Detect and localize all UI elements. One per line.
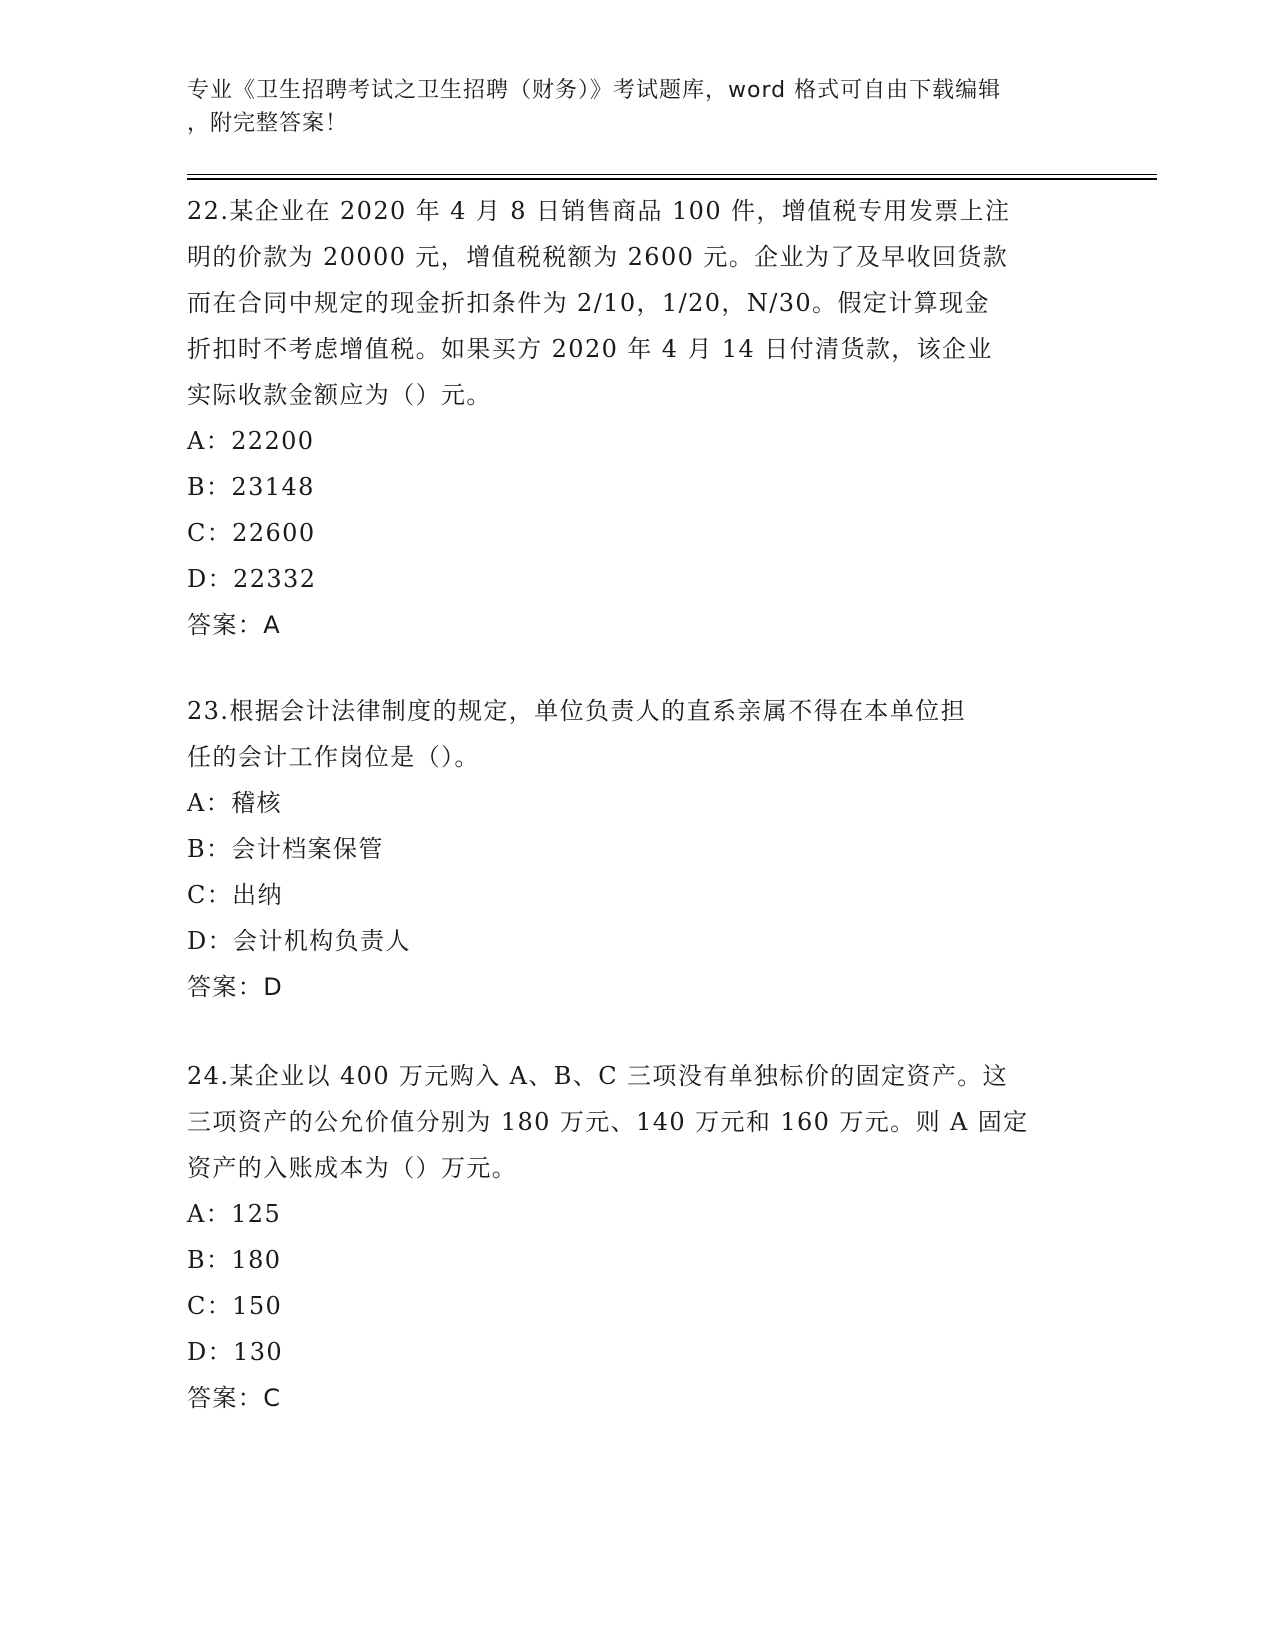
- header-divider-thick: [187, 178, 1157, 180]
- option-c: C：150: [187, 1292, 283, 1320]
- option-b: B：23148: [187, 473, 315, 501]
- question-22: [187, 188, 1087, 648]
- option-a: A：22200: [187, 427, 315, 455]
- option-a: A：稽核: [187, 789, 282, 817]
- question-24: [187, 1053, 1087, 1421]
- option-c: C：22600: [187, 519, 316, 547]
- answer-label: 答案：D: [187, 973, 284, 1001]
- document-header: [187, 74, 1067, 140]
- answer-label: 答案：A: [187, 611, 282, 639]
- header-divider-thin: [187, 174, 1157, 175]
- option-d: D：130: [187, 1338, 284, 1366]
- question-23: [187, 688, 1087, 1010]
- option-a: A：125: [187, 1200, 282, 1228]
- option-c: C：出纳: [187, 881, 283, 909]
- header-line: 专业《卫生招聘考试之卫生招聘（财务）》考试题库，word 格式可自由下载编辑: [187, 78, 1002, 103]
- question-text: 三项资产的公允价值分别为 180 万元、140 万元和 160 万元。则 A 固定: [187, 1108, 1029, 1136]
- question-text: 明的价款为 20000 元，增值税税额为 2600 元。企业为了及早收回货款: [187, 243, 1009, 271]
- question-text: 实际收款金额应为（）元。: [187, 381, 492, 409]
- option-d: D：会计机构负责人: [187, 927, 411, 955]
- question-text: 23.根据会计法律制度的规定，单位负责人的直系亲属不得在本单位担: [187, 697, 966, 725]
- question-text: 折扣时不考虑增值税。如果买方 2020 年 4 月 14 日付清货款，该企业: [187, 335, 993, 363]
- question-text: 而在合同中规定的现金折扣条件为 2/10，1/20，N/30。假定计算现金: [187, 289, 990, 317]
- header-line: ，附完整答案！: [187, 111, 349, 136]
- question-text: 资产的入账成本为（）万元。: [187, 1154, 518, 1182]
- question-text: 任的会计工作岗位是（）。: [187, 743, 480, 771]
- answer-label: 答案：C: [187, 1384, 282, 1412]
- option-b: B：180: [187, 1246, 282, 1274]
- question-text: 24.某企业以 400 万元购入 A、B、C 三项没有单独标价的固定资产。这: [187, 1062, 1009, 1090]
- question-text: 22.某企业在 2020 年 4 月 8 日销售商品 100 件，增值税专用发票上注: [187, 197, 1011, 225]
- option-d: D：22332: [187, 565, 317, 593]
- option-b: B：会计档案保管: [187, 835, 384, 863]
